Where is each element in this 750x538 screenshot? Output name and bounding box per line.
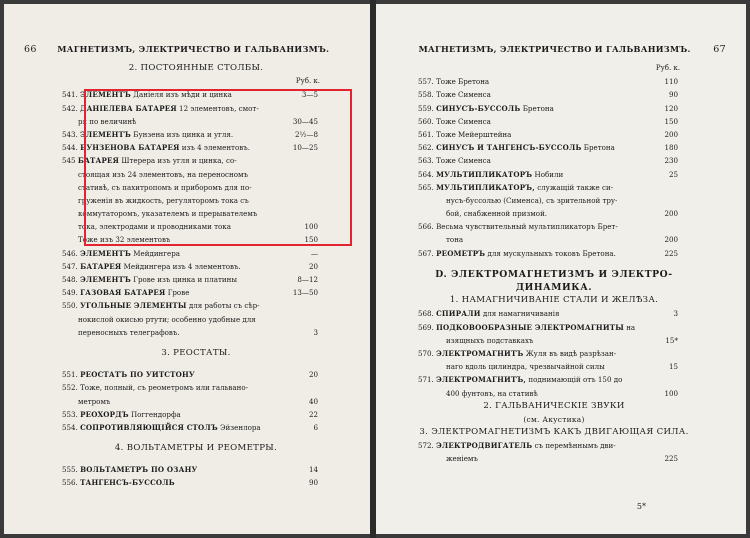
left-page-number: 66 [24,44,37,55]
catalog-item-567: 567. РЕОМЕТРЪ для мускульныхъ токовъ Бретона. 225 [418,248,678,258]
catalog-item-557: 557. Тоже Бретона 110 [418,77,678,87]
catalog-item-545-cont: груженія въ жидкость, регуляторомъ тока съ [78,195,249,205]
catalog-item-551: 551. РЕОСТАТЪ ПО УИТСТОНУ 20 [62,370,318,380]
catalog-item-565-cont: нусъ-буссолью (Сименса), съ зрительной тру- [446,195,618,205]
right-column [418,62,690,466]
catalog-item-544: 544. БУНЗЕНОВА БАТАРЕЯ изъ 4 элементовъ. 10—25 [62,143,318,153]
currency-header: Руб. к. [655,64,680,72]
catalog-item-545-cont: стативѣ, съ пахитропомъ и приборомъ для по- [78,182,252,192]
catalog-item-561: 561. Тоже Мейерштейна 200 [418,129,678,139]
catalog-item-571: 571. ЭЛЕКТРОМАГНИТЪ, поднимающій отъ 150 до [418,375,623,385]
catalog-item-550: 550. УГОЛЬНЫЕ ЭЛЕМЕНТЫ для работы съ сѣр- [62,301,260,311]
catalog-item-566: 566. Весьма чувствительный мультипликаторъ Брет- [418,222,618,232]
catalog-item-547: 547. БАТАРЕЯ Мейдингера изъ 4 элементовъ. 20 [62,261,318,271]
right-page [376,4,746,534]
catalog-item-548: 548. ЭЛЕМЕНТЪ Грове изъ цинка и платины 8—12 [62,275,318,284]
catalog-item-556: 556. ТАНГЕНСЪ-БУССОЛЬ 90 [62,478,318,488]
catalog-item-545-cont: стоящая изъ 24 элементовъ, на переносномъ [78,169,249,179]
catalog-item-559: 559. СИНУСЪ-БУССОЛЬ Бретона 120 [418,103,678,113]
catalog-item-572: 572. ЭЛЕКТРОДВИГАТЕЛЬ съ перемѣннымъ дви- [418,441,616,451]
section-title: 4. ВОЛЬТАМЕТРЫ И РЕОМЕТРЫ. [114,443,278,454]
catalog-item-570-cont: наго вдоль цилиндра, чрезвычайной силы 15 [446,362,678,372]
catalog-item-545: 545 БАТАРЕЯ Штерера изъ угля и цинка, со- [62,156,237,166]
catalog-item-552: 552. Тоже, полный, съ реометромъ или гальвано- [62,383,249,393]
section-title: 2. ГАЛЬВАНИЧЕСКІЕ ЗВУКИ [483,400,625,411]
catalog-item-553: 553. РЕОХОРДЪ Поггендорфа 22 [62,409,318,419]
right-header-title: МАГНЕТИЗМЪ, ЭЛЕКТРИЧЕСТВО И ГАЛЬВАНИЗМЪ. [418,44,691,54]
catalog-item-558: 558. Тоже Сименса 90 [418,90,678,100]
catalog-item-572-cont: женіемъ 225 [446,454,678,464]
section-title: 3. РЕОСТАТЫ. [161,347,231,358]
catalog-item-545-cont: тока, электродами и проводниками тока 100 [78,222,318,232]
catalog-item-565: 565. МУЛЬТИПЛИКАТОРЪ, служащій также си- [418,182,614,192]
catalog-item-549: 549. ГАЗОВАЯ БАТАРЕЯ Грове 13—50 [62,288,318,298]
catalog-item-569: 569. ПОДКОВООБРАЗНЫЕ ЭЛЕКТРОМАГНИТЫ на [418,322,636,332]
catalog-item-566-cont: тона 200 [446,235,678,245]
section-title: 2. ПОСТОЯННЫЕ СТОЛБЫ. [128,63,264,73]
catalog-item-550-cont: переносныхъ телеграфовъ. 3 [78,327,318,337]
catalog-item-541: 541. ЭЛЕМЕНТЪ Даніеля изъ мѣди и цинка 3—5 [62,90,318,100]
section-subtitle: (см. Акустика) [523,414,585,424]
chapter-title: D. ЭЛЕКТРОМАГНЕТИЗМЪ И ЭЛЕКТРО- [435,268,673,280]
catalog-item-560: 560. Тоже Сименса 150 [418,116,678,126]
catalog-item-571-cont: 400 фунтовъ, на стативѣ 100 [446,388,678,398]
section-title: 3. ЭЛЕКТРОМАГНЕТИЗМЪ КАКЪ ДВИГАЮЩАЯ СИЛА. [419,427,689,438]
chapter-title-cont: ДИНАМИКА. [515,282,593,293]
catalog-item-554: 554. СОПРОТИВЛЯЮЩІЙСЯ СТОЛЪ Эйзенлора 6 [62,422,318,432]
section-title: 1. НАМАГНИЧИВАНІЕ СТАЛИ И ЖЕЛѢЗА. [449,295,659,306]
left-header-title: МАГНЕТИЗМЪ, ЭЛЕКТРИЧЕСТВО И ГАЛЬВАНИЗМЪ. [57,44,330,54]
catalog-item-545-cont: коммутаторомъ, указателемъ и прерывателемъ [78,209,258,219]
right-page-number: 67 [713,44,726,55]
catalog-item-543: 543. ЭЛЕМЕНТЪ Бунзена изъ цинка и угля. 2½—8 [62,129,318,139]
catalog-item-545-variant: Тоже изъ 32 элементовъ 150 [78,235,318,245]
left-page [4,4,370,534]
catalog-item-550-cont: нокислой окисью ртути; особенно удобные для [78,314,256,324]
catalog-item-562: 562. СИНУСЪ И ТАНГЕНСЪ-БУССОЛЬ Бретона 180 [418,143,678,153]
signature-mark: 5* [636,502,646,511]
left-header [24,44,350,55]
catalog-item-546: 546. ЭЛЕМЕНТЪ Мейдингера — [62,248,318,258]
catalog-item-565-cont: бой, снабженной призмой. 200 [446,209,678,219]
catalog-item-555: 555. ВОЛЬТАМЕТРЪ ПО ОЗАНУ 14 [62,465,318,475]
catalog-item-542-cont: ря по величинѣ 30—45 [78,116,318,126]
catalog-item-570: 570. ЭЛЕКТРОМАГНИТЪ Жуля въ видѣ разрѣзан- [418,348,617,358]
currency-header: Руб. к. [295,77,320,86]
catalog-item-563: 563. Тоже Сименса 230 [418,156,678,166]
catalog-item-568: 568. СПИРАЛИ для намагничиванія 3 [418,309,678,319]
highlight-box [84,89,352,246]
catalog-item-552-cont: метромъ 40 [78,396,318,406]
catalog-item-569-cont: изящныхъ подставкахъ 15* [446,335,678,345]
catalog-item-542: 542. ДАНІЕЛЕВА БАТАРЕЯ 12 элементовъ, смот- [62,103,259,113]
catalog-item-564: 564. МУЛЬТИПЛИКАТОРЪ Нобили 25 [418,169,678,179]
right-header [396,44,726,55]
